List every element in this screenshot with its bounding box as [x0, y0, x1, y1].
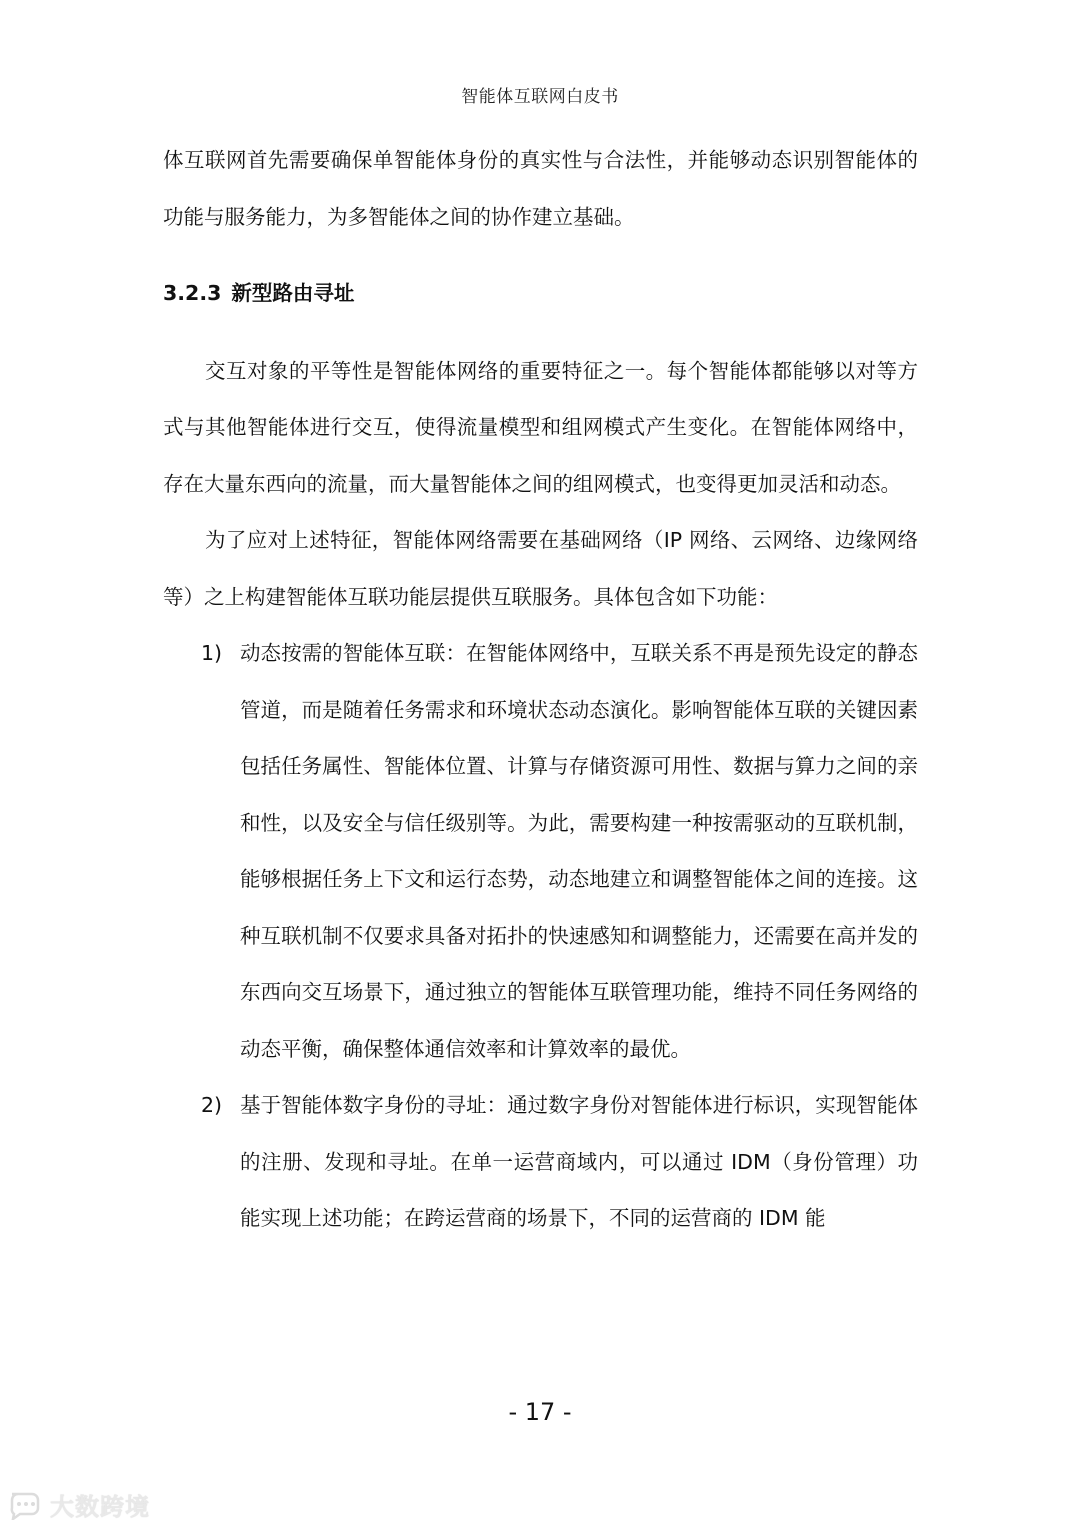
section-number: 3.2.3	[163, 281, 222, 305]
intro-paragraph: 体互联网首先需要确保单智能体身份的真实性与合法性，并能够动态识别智能体的功能与服务能力，为多智能体之间的协作建立基础。	[163, 148, 918, 229]
list-marker: 1)	[201, 641, 223, 665]
paragraph-1: 交互对象的平等性是智能体网络的重要特征之一。每个智能体都能够以对等方式与其他智能体进行交互，使得流量模型和组网模式产生变化。在智能体网络中，存在大量东西向的流量，而大量智能体之间的组网模式，也变得更加灵活和动态。	[163, 358, 918, 496]
list-item-text: 动态按需的智能体互联：在智能体网络中，互联关系不再是预先设定的静态管道，而是随着任务需求和环境状态动态演化。影响智能体互联的关键因素包括任务属性、智能体位置、计算与存储资源可用性、数据与算力之间的亲和性，以及安全与信任级别等。为此，需要构建一种按需驱动的互联机制，能够根据任务上下文和运行态势，动态地建立和调整智能体之间的连接。这种互联机制不仅要求具备对拓扑的快速感知和调整能力，还需要在高并发的东西向交互场景下，通过独立的智能体互联管理功能，维持不同任务网络的动态平衡，确保整体通信效率和计算效率的最优。	[240, 641, 918, 1061]
list-marker: 2)	[201, 1093, 223, 1117]
paragraph-2: 为了应对上述特征，智能体网络需要在基础网络（IP 网络、云网络、边缘网络等）之上构建智能体互联功能层提供互联服务。具体包含如下功能：	[163, 528, 918, 609]
running-header: 智能体互联网白皮书	[461, 87, 619, 107]
watermark-text: 大数跨境	[50, 1493, 150, 1521]
section-title: 新型路由寻址	[231, 281, 355, 305]
list-item	[163, 1077, 918, 1247]
page-number: - 17 -	[508, 1398, 572, 1426]
chat-bubble-icon	[6, 1490, 46, 1520]
document-body	[163, 132, 918, 1247]
list-item-text: 基于智能体数字身份的寻址：通过数字身份对智能体进行标识，实现智能体的注册、发现和寻址。在单一运营商域内，可以通过 IDM（身份管理）功能实现上述功能；在跨运营商的场景下，不同的运营商的 IDM 能	[240, 1093, 918, 1230]
watermark	[6, 1487, 150, 1522]
list-item	[163, 625, 918, 1077]
section-heading	[163, 265, 918, 322]
